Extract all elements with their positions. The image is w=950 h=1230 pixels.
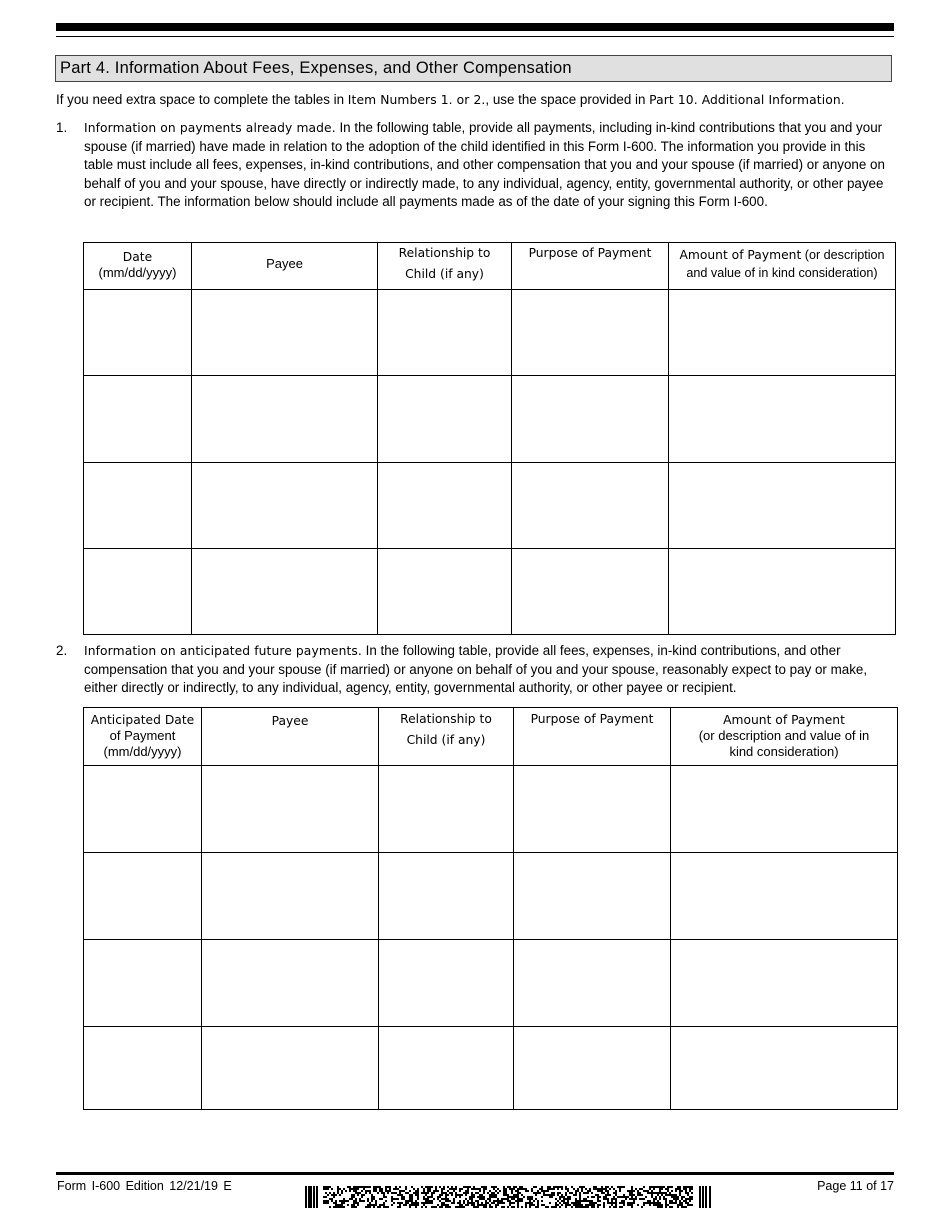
payee-cell[interactable] — [202, 940, 379, 1027]
date-cell[interactable] — [84, 290, 192, 376]
item-1-number: 1. — [56, 120, 68, 135]
amount-cell[interactable] — [669, 290, 896, 376]
date-cell[interactable] — [84, 940, 202, 1027]
payee-cell[interactable] — [192, 549, 378, 635]
column-header-date: Date (mm/dd/yyyy) — [84, 243, 192, 290]
payee-cell[interactable] — [202, 1027, 379, 1110]
column-header-purpose: Purpose of Payment — [512, 243, 669, 290]
table-row — [84, 1027, 898, 1110]
amount-cell[interactable] — [671, 940, 898, 1027]
barcode-image — [305, 1186, 713, 1208]
amount-cell[interactable] — [669, 376, 896, 463]
relationship-cell[interactable] — [378, 376, 512, 463]
relationship-cell[interactable] — [378, 549, 512, 635]
table-row — [84, 853, 898, 940]
relationship-cell[interactable] — [379, 1027, 514, 1110]
purpose-cell[interactable] — [514, 853, 671, 940]
payee-cell[interactable] — [192, 290, 378, 376]
part-4-header: Part 4. Information About Fees, Expenses, and Other Compensation — [55, 55, 892, 82]
purpose-cell[interactable] — [512, 376, 669, 463]
column-header-amount: Amount of Payment (or description and value of in kind consideration) — [671, 708, 898, 766]
intro-text: If you need extra space to complete the tables in Item Numbers 1. or 2., use the space provided in Part 10. Additional Information. — [56, 92, 845, 107]
table-row — [84, 940, 898, 1027]
relationship-cell[interactable] — [379, 766, 514, 853]
purpose-cell[interactable] — [514, 940, 671, 1027]
future-payments-table — [83, 707, 898, 1110]
item-1-text — [84, 119, 896, 212]
purpose-cell[interactable] — [514, 1027, 671, 1110]
date-cell[interactable] — [84, 463, 192, 549]
purpose-cell[interactable] — [512, 290, 669, 376]
form-edition: Form I-600 Edition 12/21/19 E — [57, 1179, 232, 1193]
top-rule-thin — [56, 36, 894, 37]
purpose-cell[interactable] — [514, 766, 671, 853]
date-cell[interactable] — [84, 853, 202, 940]
column-header-relationship: Relationship to Child (if any) — [379, 708, 514, 766]
payments-made-table — [83, 242, 896, 635]
table-row — [84, 290, 896, 376]
table-row — [84, 463, 896, 549]
item-2-title: Information on anticipated future payments. — [84, 644, 362, 658]
top-rule-thick — [56, 23, 894, 31]
column-header-amount: Amount of Payment (or description and value of in kind consideration) — [669, 243, 896, 290]
item-1-body: In the following table, provide all payments, including in-kind contributions that you and your spouse (if married) have made in relation to the adoption of the child identified in this Form I-600. The information you provide in this table must include all fees, expenses, in-kind contributions, and other compensation that you and your spouse (if married) or anyone on behalf of you and your spouse, have directly or indirectly made, to any individual, agency, entity, governmental authority, or other payee or recipient. The information below should include all payments made as of the date of your signing this Form I-600. — [84, 120, 885, 209]
item-2-number: 2. — [56, 643, 68, 658]
table-row — [84, 549, 896, 635]
purpose-cell[interactable] — [512, 549, 669, 635]
amount-cell[interactable] — [669, 463, 896, 549]
item-2-body: In the following table, provide all fees, expenses, in-kind contributions, and other compensation that you and your spouse (if married) or anyone on behalf of you and your spouse, reasonably expect to pay or make, either directly or indirectly, to any individual, agency, entity, governmental authority, or other payee or recipient. — [84, 643, 868, 695]
column-header-purpose: Purpose of Payment — [514, 708, 671, 766]
item-2 — [56, 642, 896, 698]
amount-cell[interactable] — [671, 1027, 898, 1110]
table-row — [84, 376, 896, 463]
column-header-relationship: Relationship to Child (if any) — [378, 243, 512, 290]
purpose-cell[interactable] — [512, 463, 669, 549]
column-header-payee: Payee — [202, 708, 379, 766]
payee-cell[interactable] — [192, 463, 378, 549]
item-1-title: Information on payments already made. — [84, 121, 336, 135]
item-2-text — [84, 642, 896, 698]
payee-cell[interactable] — [202, 853, 379, 940]
item-1 — [56, 119, 896, 231]
date-cell[interactable] — [84, 1027, 202, 1110]
date-cell[interactable] — [84, 549, 192, 635]
date-cell[interactable] — [84, 376, 192, 463]
payee-cell[interactable] — [192, 376, 378, 463]
amount-cell[interactable] — [671, 766, 898, 853]
page-number: Page 11 of 17 — [817, 1179, 894, 1193]
column-header-anticipated-date: Anticipated Date of Payment (mm/dd/yyyy) — [84, 708, 202, 766]
table-header-row — [84, 708, 898, 766]
payee-cell[interactable] — [202, 766, 379, 853]
relationship-cell[interactable] — [378, 290, 512, 376]
table-header-row — [84, 243, 896, 290]
amount-cell[interactable] — [671, 853, 898, 940]
footer-rule — [56, 1172, 894, 1175]
column-header-payee: Payee — [192, 243, 378, 290]
relationship-cell[interactable] — [379, 853, 514, 940]
table-row — [84, 766, 898, 853]
relationship-cell[interactable] — [379, 940, 514, 1027]
relationship-cell[interactable] — [378, 463, 512, 549]
amount-cell[interactable] — [669, 549, 896, 635]
date-cell[interactable] — [84, 766, 202, 853]
